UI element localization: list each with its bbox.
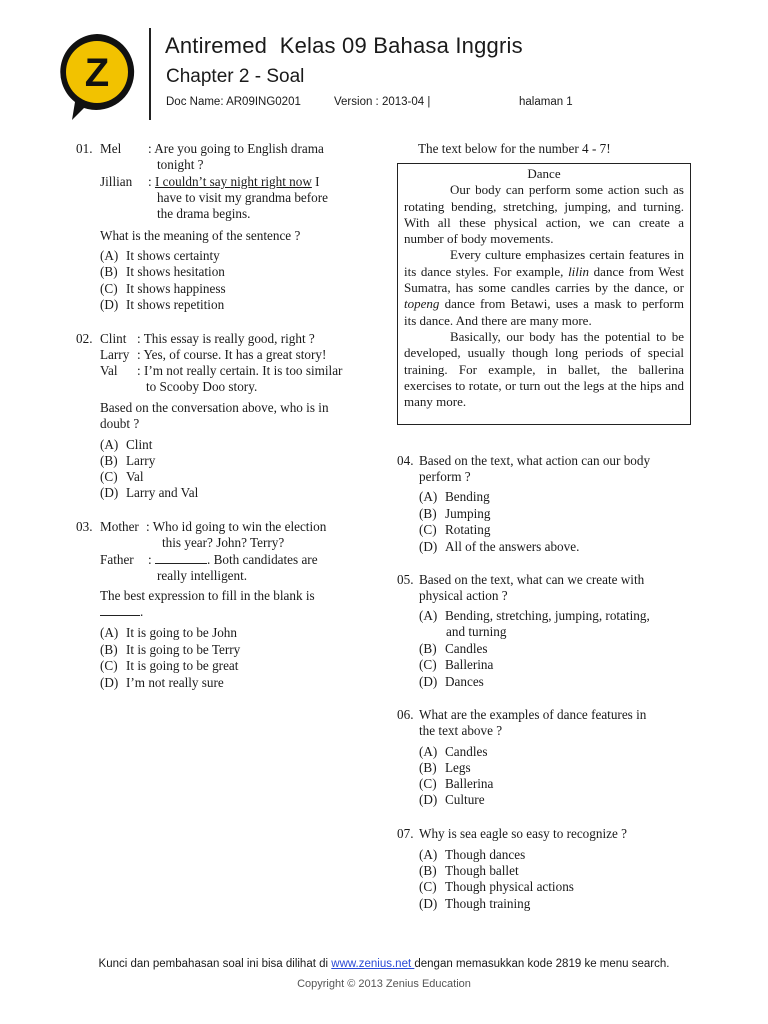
question-text: . bbox=[100, 604, 143, 620]
question-number: 05. bbox=[397, 572, 414, 587]
option-b[interactable]: (B) Legs bbox=[419, 760, 471, 775]
option-b[interactable]: (B) Candles bbox=[419, 641, 488, 656]
option-c[interactable]: (C) Ballerina bbox=[419, 776, 494, 791]
passage-paragraph: Every culture emphasizes certain features in its dance styles. For example, lilin dance from West Sumatra, has some candles carries by the dance, or topeng dance from Betawi, uses a mask to perform its dance. And there are many more. bbox=[404, 247, 684, 328]
page-title: Antiremed Kelas 09 Bahasa Inggris bbox=[165, 33, 523, 58]
speaker-name: Mel bbox=[100, 141, 122, 156]
question-text: perform ? bbox=[419, 469, 471, 484]
dialog-line: : I’m not really certain. It is too similar bbox=[137, 363, 343, 378]
question-text: The best expression to fill in the blank is bbox=[100, 588, 315, 603]
passage-paragraph: Basically, our body has the potential to be developed, usually though long periods of special training. For example, in ballet, the ballerina exercises to rotate, or turn out the legs at the hips and many more. bbox=[404, 328, 684, 410]
option-a[interactable]: (A) Though dances bbox=[419, 847, 526, 862]
question-number: 01. bbox=[76, 141, 93, 156]
dialog-line: : Yes, of course. It has a great story! bbox=[137, 347, 327, 362]
header-divider bbox=[149, 28, 151, 120]
speaker-name: Father bbox=[100, 552, 134, 567]
passage-intro: The text below for the number 4 - 7! bbox=[418, 141, 611, 156]
zenius-link[interactable]: www.zenius.net bbox=[331, 958, 415, 970]
question-text: Why is sea eagle so easy to recognize ? bbox=[419, 826, 627, 841]
option-a[interactable]: (A) Bending bbox=[419, 489, 490, 504]
option-b[interactable]: (B) It shows hesitation bbox=[100, 264, 225, 279]
dialog-line: : Are you going to English drama bbox=[148, 141, 324, 156]
option-a[interactable]: (A) Candles bbox=[419, 744, 488, 759]
dialog-line: to Scooby Doo story. bbox=[146, 379, 258, 394]
page-number: halaman 1 bbox=[519, 96, 573, 108]
answer-blank bbox=[155, 552, 207, 564]
option-d[interactable]: (D) Culture bbox=[419, 792, 485, 807]
dialog-line: have to visit my grandma before bbox=[157, 190, 329, 205]
passage-paragraph: Our body can perform some action such as rotating bending, stretching, jumping, and turning. With all these physical action, we can create a number of body movements. bbox=[404, 182, 684, 247]
speaker-name: Jillian bbox=[100, 174, 133, 189]
option-b[interactable]: (B) It is going to be Terry bbox=[100, 642, 241, 657]
dialog-line: : Who id going to win the election bbox=[146, 519, 327, 534]
reading-passage bbox=[397, 163, 691, 425]
option-c[interactable]: (C) It shows happiness bbox=[100, 281, 226, 296]
option-d[interactable]: (D) I’m not really sure bbox=[100, 675, 224, 690]
question-text: physical action ? bbox=[419, 588, 508, 603]
speaker-name: Val bbox=[100, 363, 118, 378]
option-a[interactable]: (A) It is going to be John bbox=[100, 625, 237, 640]
option-c[interactable]: (C) Ballerina bbox=[419, 657, 494, 672]
option-c[interactable]: (C) Rotating bbox=[419, 522, 491, 537]
speaker-name: Mother bbox=[100, 519, 139, 534]
question-text: What are the examples of dance features in bbox=[419, 707, 647, 722]
question-text: the text above ? bbox=[419, 723, 503, 738]
question-text: Based on the conversation above, who is in bbox=[100, 400, 329, 415]
question-number: 02. bbox=[76, 331, 93, 346]
question-text: Based on the text, what action can our body bbox=[419, 453, 651, 468]
zenius-logo bbox=[54, 30, 140, 122]
passage-title: Dance bbox=[527, 166, 561, 181]
logo-letter: Z bbox=[84, 51, 110, 95]
question-number: 06. bbox=[397, 707, 414, 722]
underlined-phrase: I couldn’t say night right now bbox=[154, 174, 312, 189]
dialog-line: tonight ? bbox=[157, 157, 204, 172]
option-a-continued: and turning bbox=[446, 624, 507, 639]
option-b[interactable]: (B) Though ballet bbox=[419, 863, 519, 878]
option-b[interactable]: (B) Jumping bbox=[419, 506, 491, 521]
option-d[interactable]: (D) Dances bbox=[419, 674, 484, 689]
option-d[interactable]: (D) Though training bbox=[419, 896, 531, 911]
question-text: Based on the text, what can we create with bbox=[419, 572, 645, 587]
dialog-line: : This essay is really good, right ? bbox=[137, 331, 315, 346]
dialog-line: this year? John? Terry? bbox=[162, 535, 285, 550]
dialog-line: : . Both candidates are bbox=[148, 552, 318, 567]
option-c[interactable]: (C) Though physical actions bbox=[419, 879, 574, 894]
doc-version: Version : 2013-04 | bbox=[334, 96, 431, 108]
question-text: What is the meaning of the sentence ? bbox=[100, 228, 301, 243]
option-a[interactable]: (A) It shows certainty bbox=[100, 248, 220, 263]
dialog-line: : I couldn’t say night right now I bbox=[148, 174, 320, 189]
question-number: 03. bbox=[76, 519, 93, 534]
dialog-line: really intelligent. bbox=[157, 568, 248, 583]
question-number: 04. bbox=[397, 453, 414, 468]
footer-note: Kunci dan pembahasan soal ini bisa dilihat di www.zenius.net dengan memasukkan kode 2819 ke menu search. bbox=[98, 958, 670, 970]
option-c[interactable]: (C) Val bbox=[100, 469, 144, 484]
chapter-title: Chapter 2 - Soal bbox=[166, 66, 305, 87]
question-text: doubt ? bbox=[100, 416, 140, 431]
option-d[interactable]: (D) It shows repetition bbox=[100, 297, 225, 312]
option-a[interactable]: (A) Bending, stretching, jumping, rotating, bbox=[419, 608, 650, 623]
speaker-name: Clint bbox=[100, 331, 127, 346]
doc-name: Doc Name: AR09ING0201 bbox=[166, 96, 301, 108]
option-c[interactable]: (C) It is going to be great bbox=[100, 658, 239, 673]
question-number: 07. bbox=[397, 826, 414, 841]
speaker-name: Larry bbox=[100, 347, 130, 362]
dialog-line: the drama begins. bbox=[157, 206, 251, 221]
doc-meta bbox=[166, 96, 626, 112]
option-d[interactable]: (D) Larry and Val bbox=[100, 485, 199, 500]
copyright: Copyright © 2013 Zenius Education bbox=[297, 978, 471, 990]
option-d[interactable]: (D) All of the answers above. bbox=[419, 539, 580, 554]
option-a[interactable]: (A) Clint bbox=[100, 437, 153, 452]
answer-blank bbox=[100, 604, 140, 616]
option-b[interactable]: (B) Larry bbox=[100, 453, 156, 468]
